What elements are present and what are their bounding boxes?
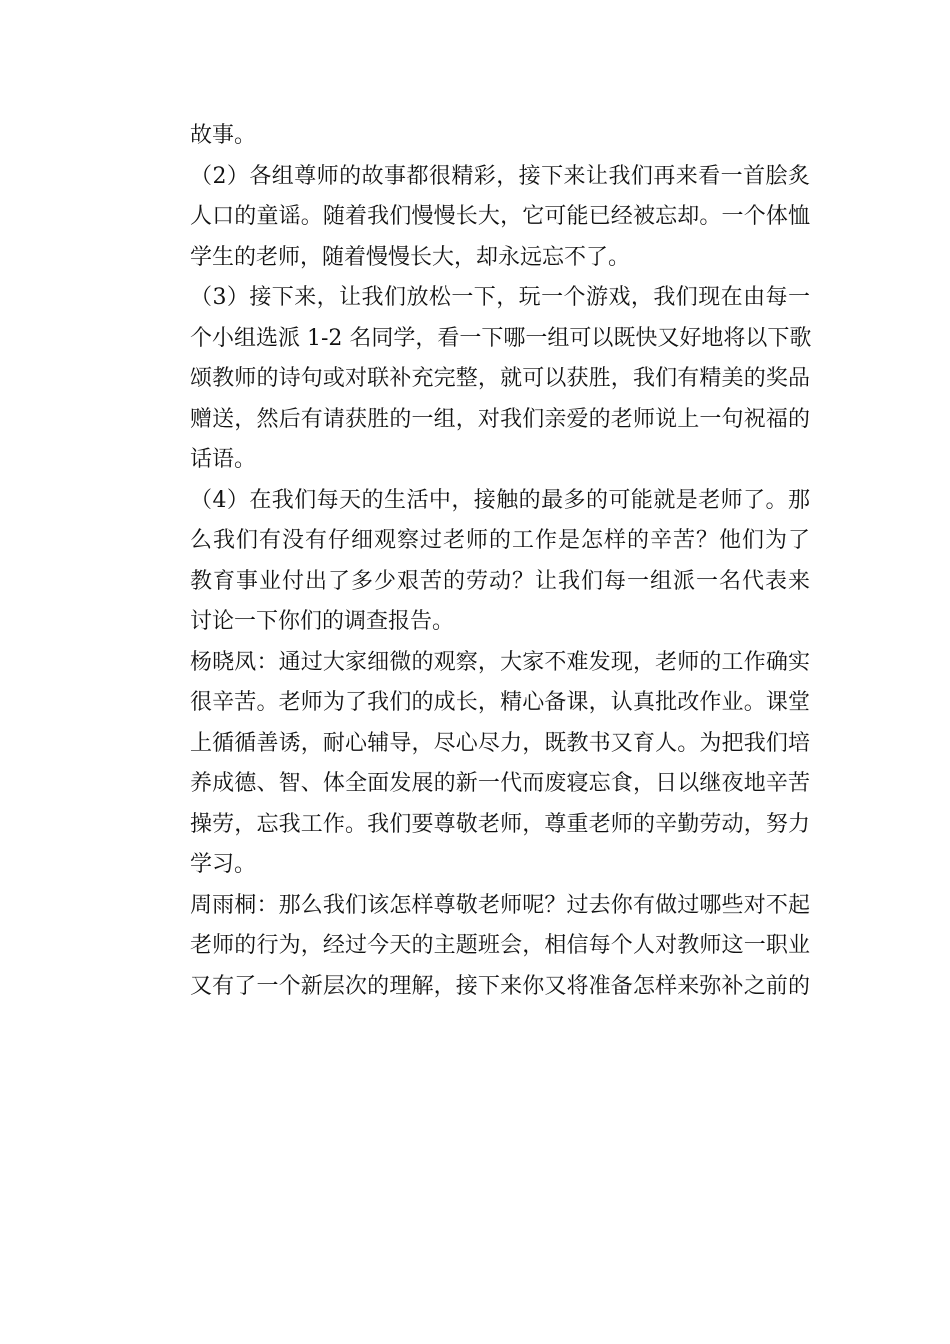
paragraph-intro-tail [190,116,810,157]
paragraph-item-3 [190,278,810,481]
text-line: 老师的行为，经过今天的主题班会，相信每个人对教师这一职业 [190,933,810,958]
text-line: 学生的老师，随着慢慢长大，却永远忘不了。 [190,244,631,270]
paragraph-item-4 [190,481,810,643]
text-line: 养成德、智、体全面发展的新一代而废寝忘食，日以继夜地辛苦 [190,771,810,796]
text-line: （2）各组尊师的故事都很精彩，接下来让我们再来看一首脍炙 [190,163,810,189]
text-line: （4）在我们每天的生活中，接触的最多的可能就是老师了。那 [190,487,810,513]
text-line: 操劳，忘我工作。我们要尊敬老师，尊重老师的辛勤劳动，努力 [190,811,810,837]
document-body [190,116,810,1007]
text-line: 很辛苦。老师为了我们的成长，精心备课，认真批改作业。课堂 [190,690,810,715]
paragraph-item-2 [190,157,810,279]
text-line: 又有了一个新层次的理解，接下来你又将准备怎样来弥补之前的 [190,973,810,999]
text-line: 个小组选派 1-2 名同学，看一下哪一组可以既快又好地将以下歌 [190,325,812,351]
text-line: 杨晓凤：通过大家细微的观察，大家不难发现，老师的工作确实 [190,649,810,675]
text-line: 赠送，然后有请获胜的一组，对我们亲爱的老师说上一句祝福的 [190,406,810,432]
text-line: （3）接下来，让我们放松一下，玩一个游戏，我们现在由每一 [190,285,810,310]
text-line: 上循循善诱，耐心辅导，尽心尽力，既教书又育人。为把我们培 [190,730,810,756]
paragraph-yang-xiaofeng [190,643,810,886]
text-line: 话语。 [190,447,257,472]
text-line: 么我们有没有仔细观察过老师的工作是怎样的辛苦？他们为了 [190,528,810,553]
text-line: 讨论一下你们的调查报告。 [190,609,455,634]
text-line: 故事。 [190,123,257,148]
text-line: 人口的童谣。随着我们慢慢长大，它可能已经被忘却。一个体恤 [190,204,810,229]
paragraph-zhou-yutong [190,886,810,1008]
text-line: 教育事业付出了多少艰苦的劳动？让我们每一组派一名代表来 [190,568,810,594]
text-line: 周雨桐：那么我们该怎样尊敬老师呢？过去你有做过哪些对不起 [190,892,810,918]
text-line: 学习。 [190,852,257,877]
text-line: 颂教师的诗句或对联补充完整，就可以获胜，我们有精美的奖品 [190,366,810,391]
